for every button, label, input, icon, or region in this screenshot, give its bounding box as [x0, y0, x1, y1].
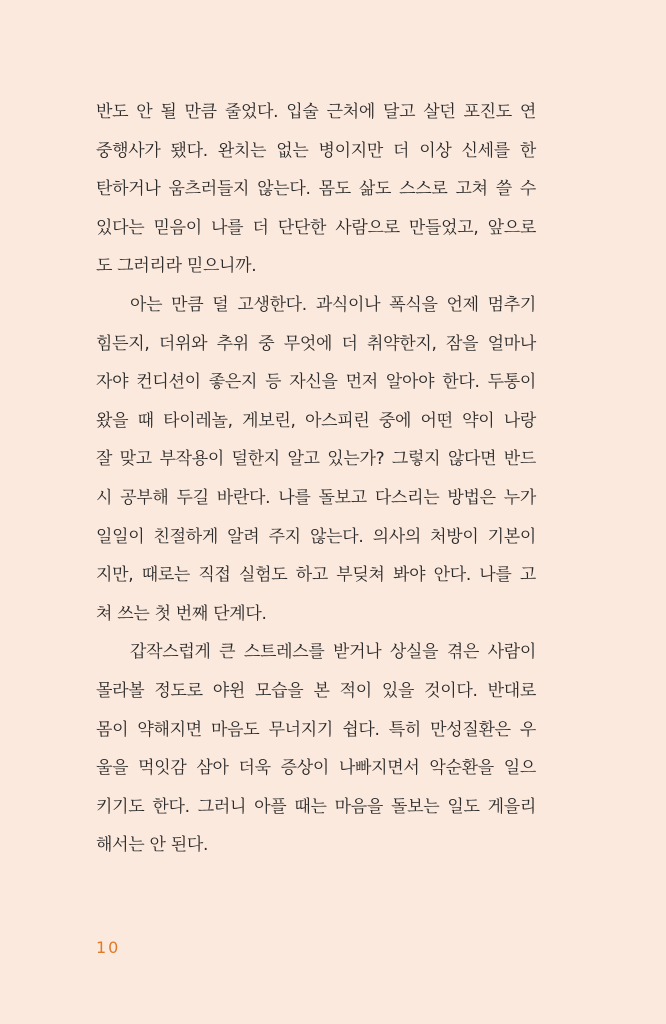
paragraph-3	[96, 633, 536, 865]
text-line: 자야 컨디션이 좋은지 등 자신을 먼저 알아야 한다. 두통이	[96, 372, 536, 393]
text-line: 시 공부해 두길 바란다. 나를 돌보고 다스리는 방법은 누가	[96, 487, 536, 508]
text-line: 갑작스럽게 큰 스트레스를 받거나 상실을 겪은 사람이	[130, 642, 536, 663]
page-number: 10	[96, 938, 121, 957]
text-line: 울을 먹잇감 삼아 더욱 증상이 나빠지면서 악순환을 일으	[96, 758, 536, 779]
text-line: 있다는 믿음이 나를 더 단단한 사람으로 만들었고, 앞으로	[96, 217, 536, 238]
text-line: 왔을 때 타이레놀, 게보린, 아스피린 중에 어떤 약이 나랑	[96, 410, 536, 431]
text-line: 잘 맞고 부작용이 덜한지 알고 있는가? 그렇지 않다면 반드	[96, 449, 536, 470]
text-line: 몰라볼 정도로 야윈 모습을 본 적이 있을 것이다. 반대로	[96, 680, 536, 701]
text-line: 키기도 한다. 그러니 아플 때는 마음을 돌보는 일도 게을리	[96, 796, 536, 817]
text-line: 몸이 약해지면 마음도 무너지기 쉽다. 특히 만성질환은 우	[96, 719, 536, 740]
text-line: 쳐 쓰는 첫 번째 단계다.	[96, 603, 267, 624]
text-line: 아는 만큼 덜 고생한다. 과식이나 폭식을 언제 멈추기	[130, 294, 536, 315]
text-line: 지만, 때로는 직접 실험도 하고 부딪쳐 봐야 안다. 나를 고	[96, 565, 536, 586]
page-body	[96, 93, 536, 865]
text-line: 중행사가 됐다. 완치는 없는 병이지만 더 이상 신세를 한	[96, 140, 536, 161]
text-line: 탄하거나 움츠러들지 않는다. 몸도 삶도 스스로 고쳐 쓸 수	[96, 179, 536, 200]
text-line: 힘든지, 더위와 추위 중 무엇에 더 취약한지, 잠을 얼마나	[96, 333, 536, 354]
paragraph-2	[96, 286, 536, 633]
text-line: 반도 안 될 만큼 줄었다. 입술 근처에 달고 살던 포진도 연	[96, 102, 536, 122]
text-line: 일일이 친절하게 알려 주지 않는다. 의사의 처방이 기본이	[96, 526, 536, 547]
paragraph-1	[96, 93, 536, 286]
text-line: 해서는 안 된다.	[96, 835, 209, 856]
text-line: 도 그러리라 믿으니까.	[96, 256, 257, 277]
